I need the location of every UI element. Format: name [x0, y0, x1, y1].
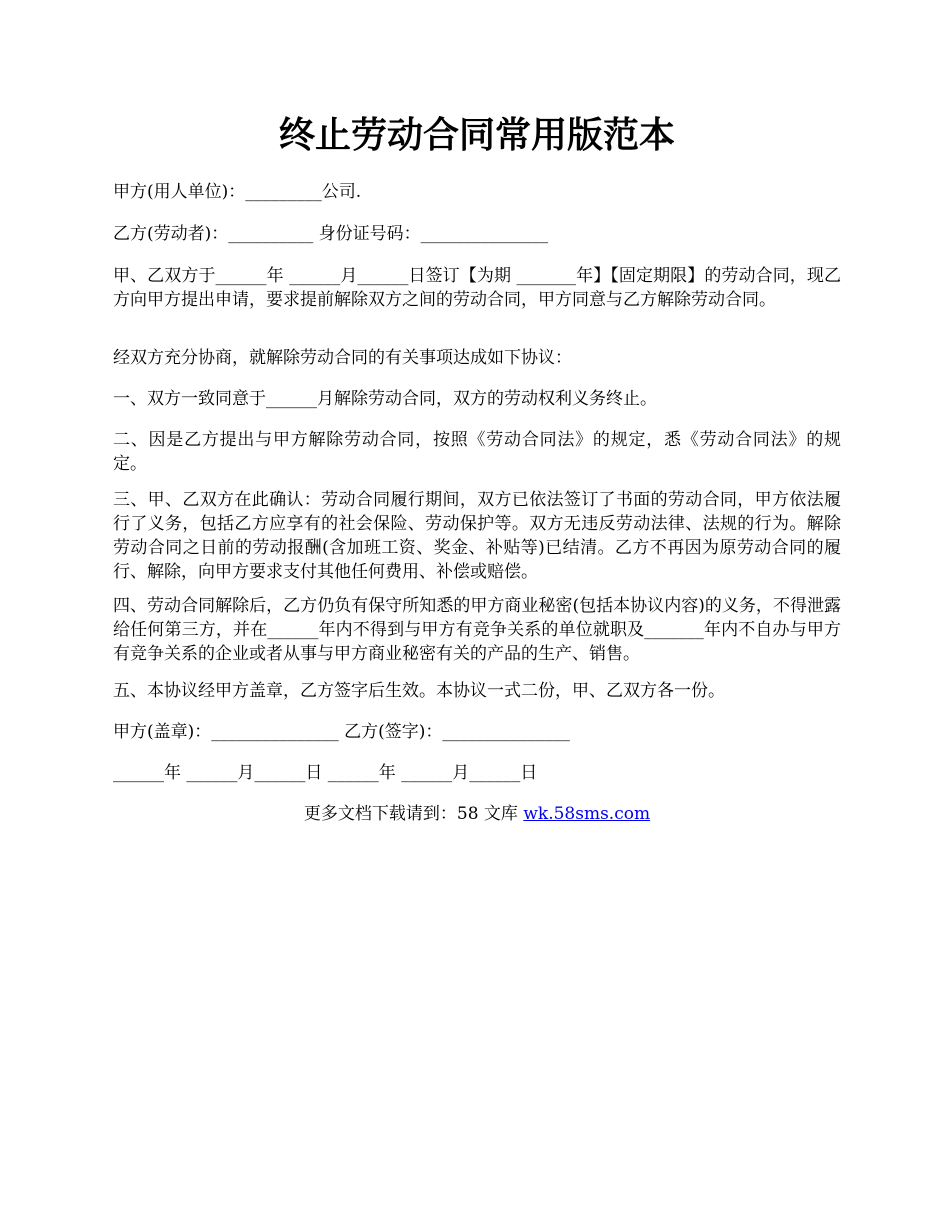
clause-3: 三、甲、乙双方在此确认：劳动合同履行期间，双方已依法签订了书面的劳动合同，甲方依法履行了义务，包括乙方应享有的社会保险、劳动保护等。双方无违反劳动法律、法规的行为。解除劳动合同之日前的劳动报酬(含加班工资、奖金、补贴等)已结清。乙方不再因为原劳动合同的履行、解除，向甲方要求支付其他任何费用、补偿或赔偿。 — [113, 490, 841, 582]
signature-line: 甲方(盖章)：_______________ 乙方(签字)：_______________ — [113, 722, 570, 742]
clause-1: 一、双方一致同意于______月解除劳动合同，双方的劳动权利义务终止。 — [113, 389, 657, 409]
footer-link[interactable]: wk.58sms.com — [523, 804, 651, 824]
clause-5: 五、本协议经甲方盖章，乙方签字后生效。本协议一式二份，甲、乙双方各一份。 — [113, 681, 725, 701]
negotiation-paragraph: 经双方充分协商，就解除劳动合同的有关事项达成如下协议： — [113, 348, 572, 368]
footer-text: 更多文档下载请到：58 文库 — [303, 804, 524, 824]
party-b-line: 乙方(劳动者)：__________ 身份证号码：_______________ — [113, 224, 549, 244]
footer-note — [113, 802, 841, 826]
date-line: ______年 ______月______日 ______年 ______月______日 — [113, 763, 538, 783]
party-a-line: 甲方(用人单位)：_________公司. — [113, 182, 362, 202]
document-title: 终止劳动合同常用版范本 — [278, 115, 675, 156]
clause-4: 四、劳动合同解除后，乙方仍负有保守所知悉的甲方商业秘密(包括本协议内容)的义务，不得泄露给任何第三方，并在______年内不得到与甲方有竞争关系的单位就职及_______年内不自办与甲方有竞争关系的企业或者从事与甲方商业秘密有关的产品的生产、销售。 — [113, 596, 841, 664]
clause-2: 二、因是乙方提出与甲方解除劳动合同，按照《劳动合同法》的规定，悉《劳动合同法》的规定。 — [113, 430, 841, 474]
contract-intro-paragraph: 甲、乙双方于______年 ______月______日签订【为期 _______年】【固定期限】的劳动合同，现乙方向甲方提出申请，要求提前解除双方之间的劳动合同，甲方同意与乙方解除劳动合同。 — [113, 266, 841, 310]
